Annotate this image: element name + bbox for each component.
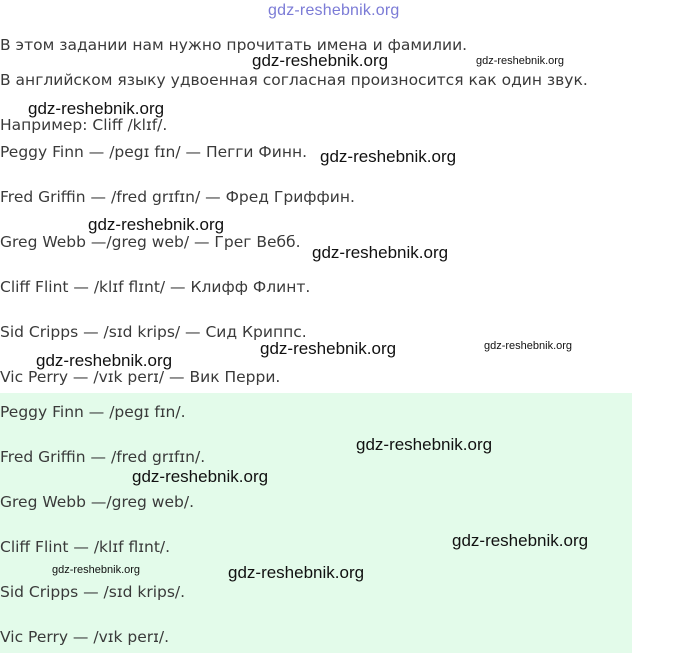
- answer-line-cliff: Cliff Flint — /klɪf flɪnt/.: [0, 538, 171, 556]
- watermark: gdz-reshebnik.org: [132, 467, 269, 486]
- transcription-line-sid: Sid Cripps — /sɪd krips/ — Сид Криппс.: [0, 323, 307, 341]
- watermark: gdz-reshebnik.org: [476, 55, 565, 67]
- transcription-line-cliff: Cliff Flint — /klɪf flɪnt/ — Клифф Флинт.: [0, 278, 311, 296]
- transcription-line-fred: Fred Griffin — /fred grɪfɪn/ — Фред Гриффин.: [0, 188, 355, 206]
- answer-line-sid: Sid Cripps — /sɪd krips/.: [0, 583, 186, 601]
- watermark: gdz-reshebnik.org: [356, 435, 493, 454]
- watermark: gdz-reshebnik.org: [320, 147, 457, 166]
- watermark: gdz-reshebnik.org: [452, 531, 589, 550]
- watermark: gdz-reshebnik.org: [260, 339, 397, 358]
- answer-line-peggy: Peggy Finn — /pegɪ fɪn/.: [0, 403, 186, 421]
- watermark: gdz-reshebnik.org: [484, 340, 573, 352]
- answer-box: [0, 393, 632, 653]
- intro-line-2: В английском языку удвоенная согласная произносится как один звук.: [0, 71, 588, 89]
- answer-line-vic: Vic Perry — /vɪk perɪ/.: [0, 628, 170, 646]
- watermark: gdz-reshebnik.org: [312, 243, 449, 262]
- header-watermark: gdz-reshebnik.org: [268, 2, 400, 19]
- watermark: gdz-reshebnik.org: [28, 99, 165, 118]
- answer-line-fred: Fred Griffin — /fred grɪfɪn/.: [0, 448, 206, 466]
- transcription-line-vic: Vic Perry — /vɪk perɪ/ — Вик Перри.: [0, 368, 281, 386]
- intro-line-1: В этом задании нам нужно прочитать имена и фамилии.: [0, 36, 468, 54]
- watermark: gdz-reshebnik.org: [52, 564, 141, 576]
- example-line: Например: Cliff /klɪf/.: [0, 116, 168, 134]
- watermark: gdz-reshebnik.org: [252, 51, 389, 70]
- transcription-line-peggy: Peggy Finn — /pegɪ fɪn/ — Пегги Финн.: [0, 143, 308, 161]
- watermark: gdz-reshebnik.org: [88, 215, 225, 234]
- answer-line-greg: Greg Webb —/greg web/.: [0, 493, 194, 511]
- watermark: gdz-reshebnik.org: [36, 351, 173, 370]
- watermark: gdz-reshebnik.org: [228, 563, 365, 582]
- transcription-line-greg: Greg Webb —/greg web/ — Грег Вебб.: [0, 233, 301, 251]
